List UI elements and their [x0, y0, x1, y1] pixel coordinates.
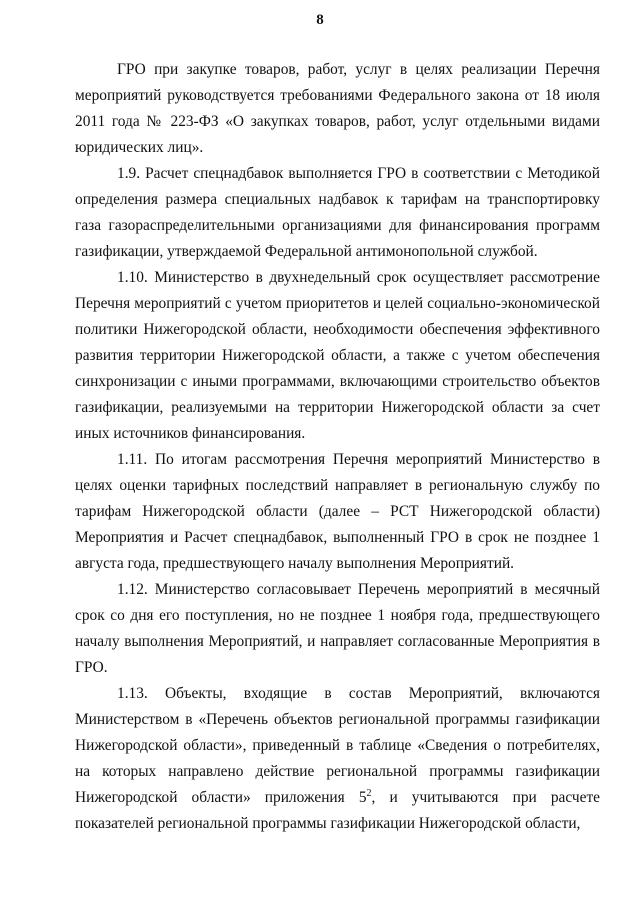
paragraph-1-9: 1.9. Расчет спецнадбавок выполняется ГРО в соответствии с Методикой определения размера специальных надбавок к тарифам на транспортировку газа газораспределительными организациями для финансирования программ газификации, утверждаемой Федеральной антимонопольной службой. — [75, 165, 600, 260]
superscript: 2 — [366, 787, 372, 799]
paragraph-1-11: 1.11. По итогам рассмотрения Перечня мероприятий Министерство в целях оценки тарифных последствий направляет в региональную службу по тарифам Нижегородской области (далее – РСТ Нижегородской области) Мероприятия и Расчет спецнадбавок, выполненный ГРО в срок не позднее 1 августа года, предшествующего началу выполнения Мероприятий. — [75, 451, 600, 572]
paragraph-1-13 — [75, 681, 600, 837]
paragraph-1-12: 1.12. Министерство согласовывает Перечень мероприятий в месячный срок со дня его поступления, но не позднее 1 ноября года, предшествующего началу выполнения Мероприятий, и направляет согласованные Мероприятия в ГРО. — [75, 581, 600, 676]
paragraph-gro-procurement: ГРО при закупке товаров, работ, услуг в целях реализации Перечня мероприятий руководствуется требованиями Федерального закона от 18 июля 2011 года № 223-ФЗ «О закупках товаров, работ, услуг отдельными видами юридических лиц». — [75, 61, 600, 156]
page-number: 8 — [316, 12, 324, 28]
paragraph-1-10: 1.10. Министерство в двухнедельный срок осуществляет рассмотрение Перечня мероприятий с учетом приоритетов и целей социально-экономической политики Нижегородской области, необходимости обеспечения эффективного развития территории Нижегородской области, а также с учетом обеспечения синхронизации с иными программами, включающими строительство объектов газификации, реализуемыми на территории Нижегородской области за счет иных источников финансирования. — [75, 269, 600, 442]
document-body — [75, 57, 600, 837]
paragraph-1-13-tail: , и учитываются при расчете показателей региональной программы газификации Нижегородской области, — [75, 789, 600, 832]
paragraph-1-13-text: 1.13. Объекты, входящие в состав Мероприятий, включаются Министерством в «Перечень объектов региональной программы газификации Нижегородской области», приведенный в таблице «Сведения о потребителях, на которых направлено действие региональной программы газификации Нижегородской области» приложения 5 — [75, 685, 600, 806]
